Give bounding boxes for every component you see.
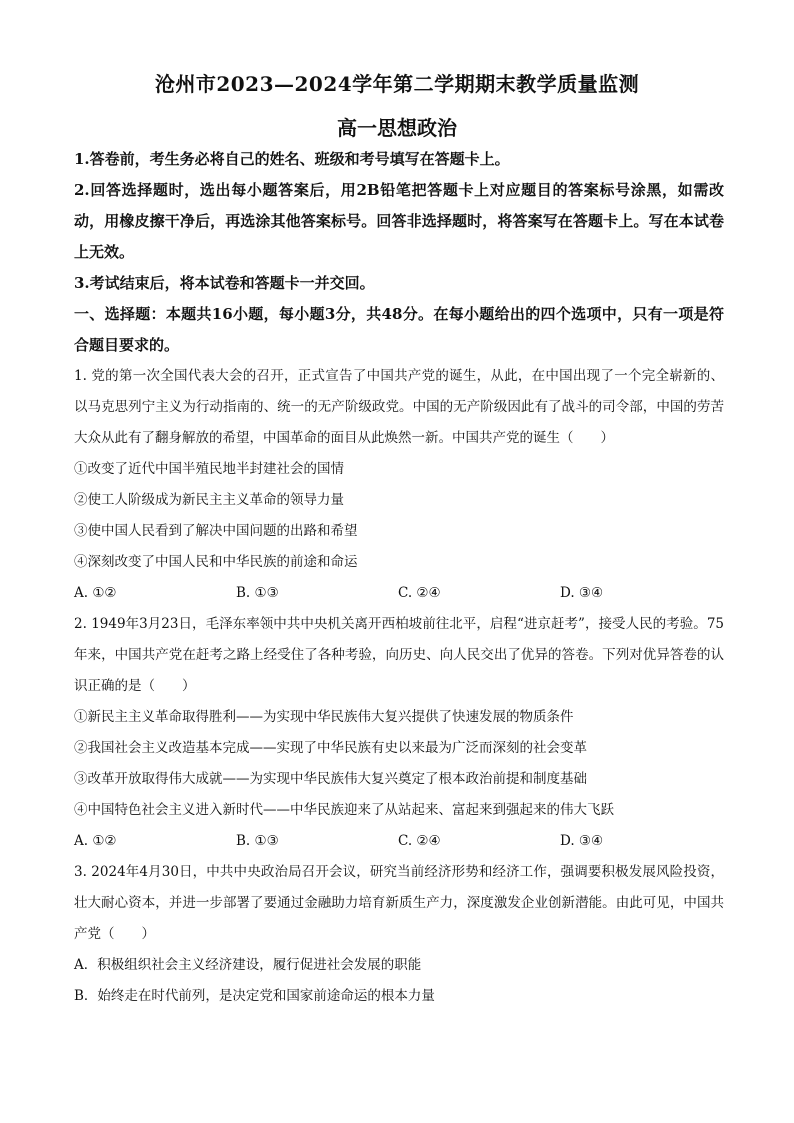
exam-content: [74, 144, 724, 1012]
question-statement: ②使工人阶级成为新民主主义革命的领导力量: [74, 492, 344, 508]
question-3: [74, 857, 724, 1012]
choice-a: A. ①②: [74, 833, 117, 849]
question-stem: 1. 党的第一次全国代表大会的召开，正式宣告了中国共产党的诞生，从此，在中国出现了一个完全崭新的、以马克思列宁主义为行动指南的、统一的无产阶级政党。中国的无产阶级因此有了战斗的司令部，中国的劳苦大众从此有了翻身解放的希望，中国革命的面目从此焕然一新。中国共产党的诞生（ ）: [74, 368, 724, 446]
choice-c: C. ②④: [398, 585, 441, 601]
exam-subtitle: 高一思想政治: [337, 116, 457, 140]
question-statement: ③改革开放取得伟大成就——为实现中华民族伟大复兴奠定了根本政治前提和制度基础: [74, 771, 587, 787]
question-statement: ④中国特色社会主义进入新时代——中华民族迎来了从站起来、富起来到强起来的伟大飞跃: [74, 802, 614, 818]
question-statement: ③使中国人民看到了解决中国问题的出路和希望: [74, 523, 358, 539]
question-statement: ②我国社会主义改造基本完成——实现了中华民族有史以来最为广泛而深刻的社会变革: [74, 740, 587, 756]
choice-a: A. ①②: [74, 585, 117, 601]
question-statement: ①改变了近代中国半殖民地半封建社会的国情: [74, 461, 344, 477]
answer-choices: [74, 826, 724, 857]
question-statement: ④深刻改变了中国人民和中华民族的前途和命运: [74, 554, 358, 570]
instruction-1: 1.答卷前，考生务必将自己的姓名、班级和考号填写在答题卡上。: [74, 150, 510, 168]
choice-c: C. ②④: [398, 833, 441, 849]
question-statement: ①新民主主义革命取得胜利——为实现中华民族伟大复兴提供了快速发展的物质条件: [74, 709, 574, 725]
choice-b: B. ①③: [236, 833, 279, 849]
choice-b: B. ①③: [236, 585, 279, 601]
choice-d: D. ③④: [560, 585, 604, 601]
choice-d: D. ③④: [560, 833, 604, 849]
answer-choices: [74, 578, 724, 609]
choice-b: B．始终走在时代前列，是决定党和国家前途命运的根本力量: [74, 988, 435, 1004]
instruction-2: 2.回答选择题时，选出每小题答案后，用2B铅笔把答题卡上对应题目的答案标号涂黑，如需改动，用橡皮擦干净后，再选涂其他答案标号。回答非选择题时，将答案写在答题卡上。写在本试卷上无效。: [74, 181, 724, 261]
section-heading: 一、选择题：本题共16小题，每小题3分，共48分。在每小题给出的四个选项中，只有一项是符合题目要求的。: [74, 305, 724, 354]
instruction-3: 3.考试结束后，将本试卷和答题卡一并交回。: [74, 274, 375, 292]
question-1: [74, 361, 724, 609]
question-stem: 3. 2024年4月30日，中共中央政治局召开会议，研究当前经济形势和经济工作，强调要积极发展风险投资，壮大耐心资本，并进一步部署了要通过金融助力培育新质生产力，深度激发企业创新潜能。由此可见，中国共产党（ ）: [74, 864, 724, 942]
choice-a: A．积极组织社会主义经济建设，履行促进社会发展的职能: [74, 957, 422, 973]
exam-title: 沧州市2023—2024学年第二学期期末教学质量监测: [154, 72, 640, 96]
question-stem: 2. 1949年3月23日，毛泽东率领中共中央机关离开西柏坡前往北平，启程“进京赶考”，接受人民的考验。75年来，中国共产党在赶考之路上经受住了各种考验，向历史、向人民交出了优异的答卷。下列对优异答卷的认识正确的是（ ）: [74, 616, 724, 694]
question-2: [74, 609, 724, 857]
